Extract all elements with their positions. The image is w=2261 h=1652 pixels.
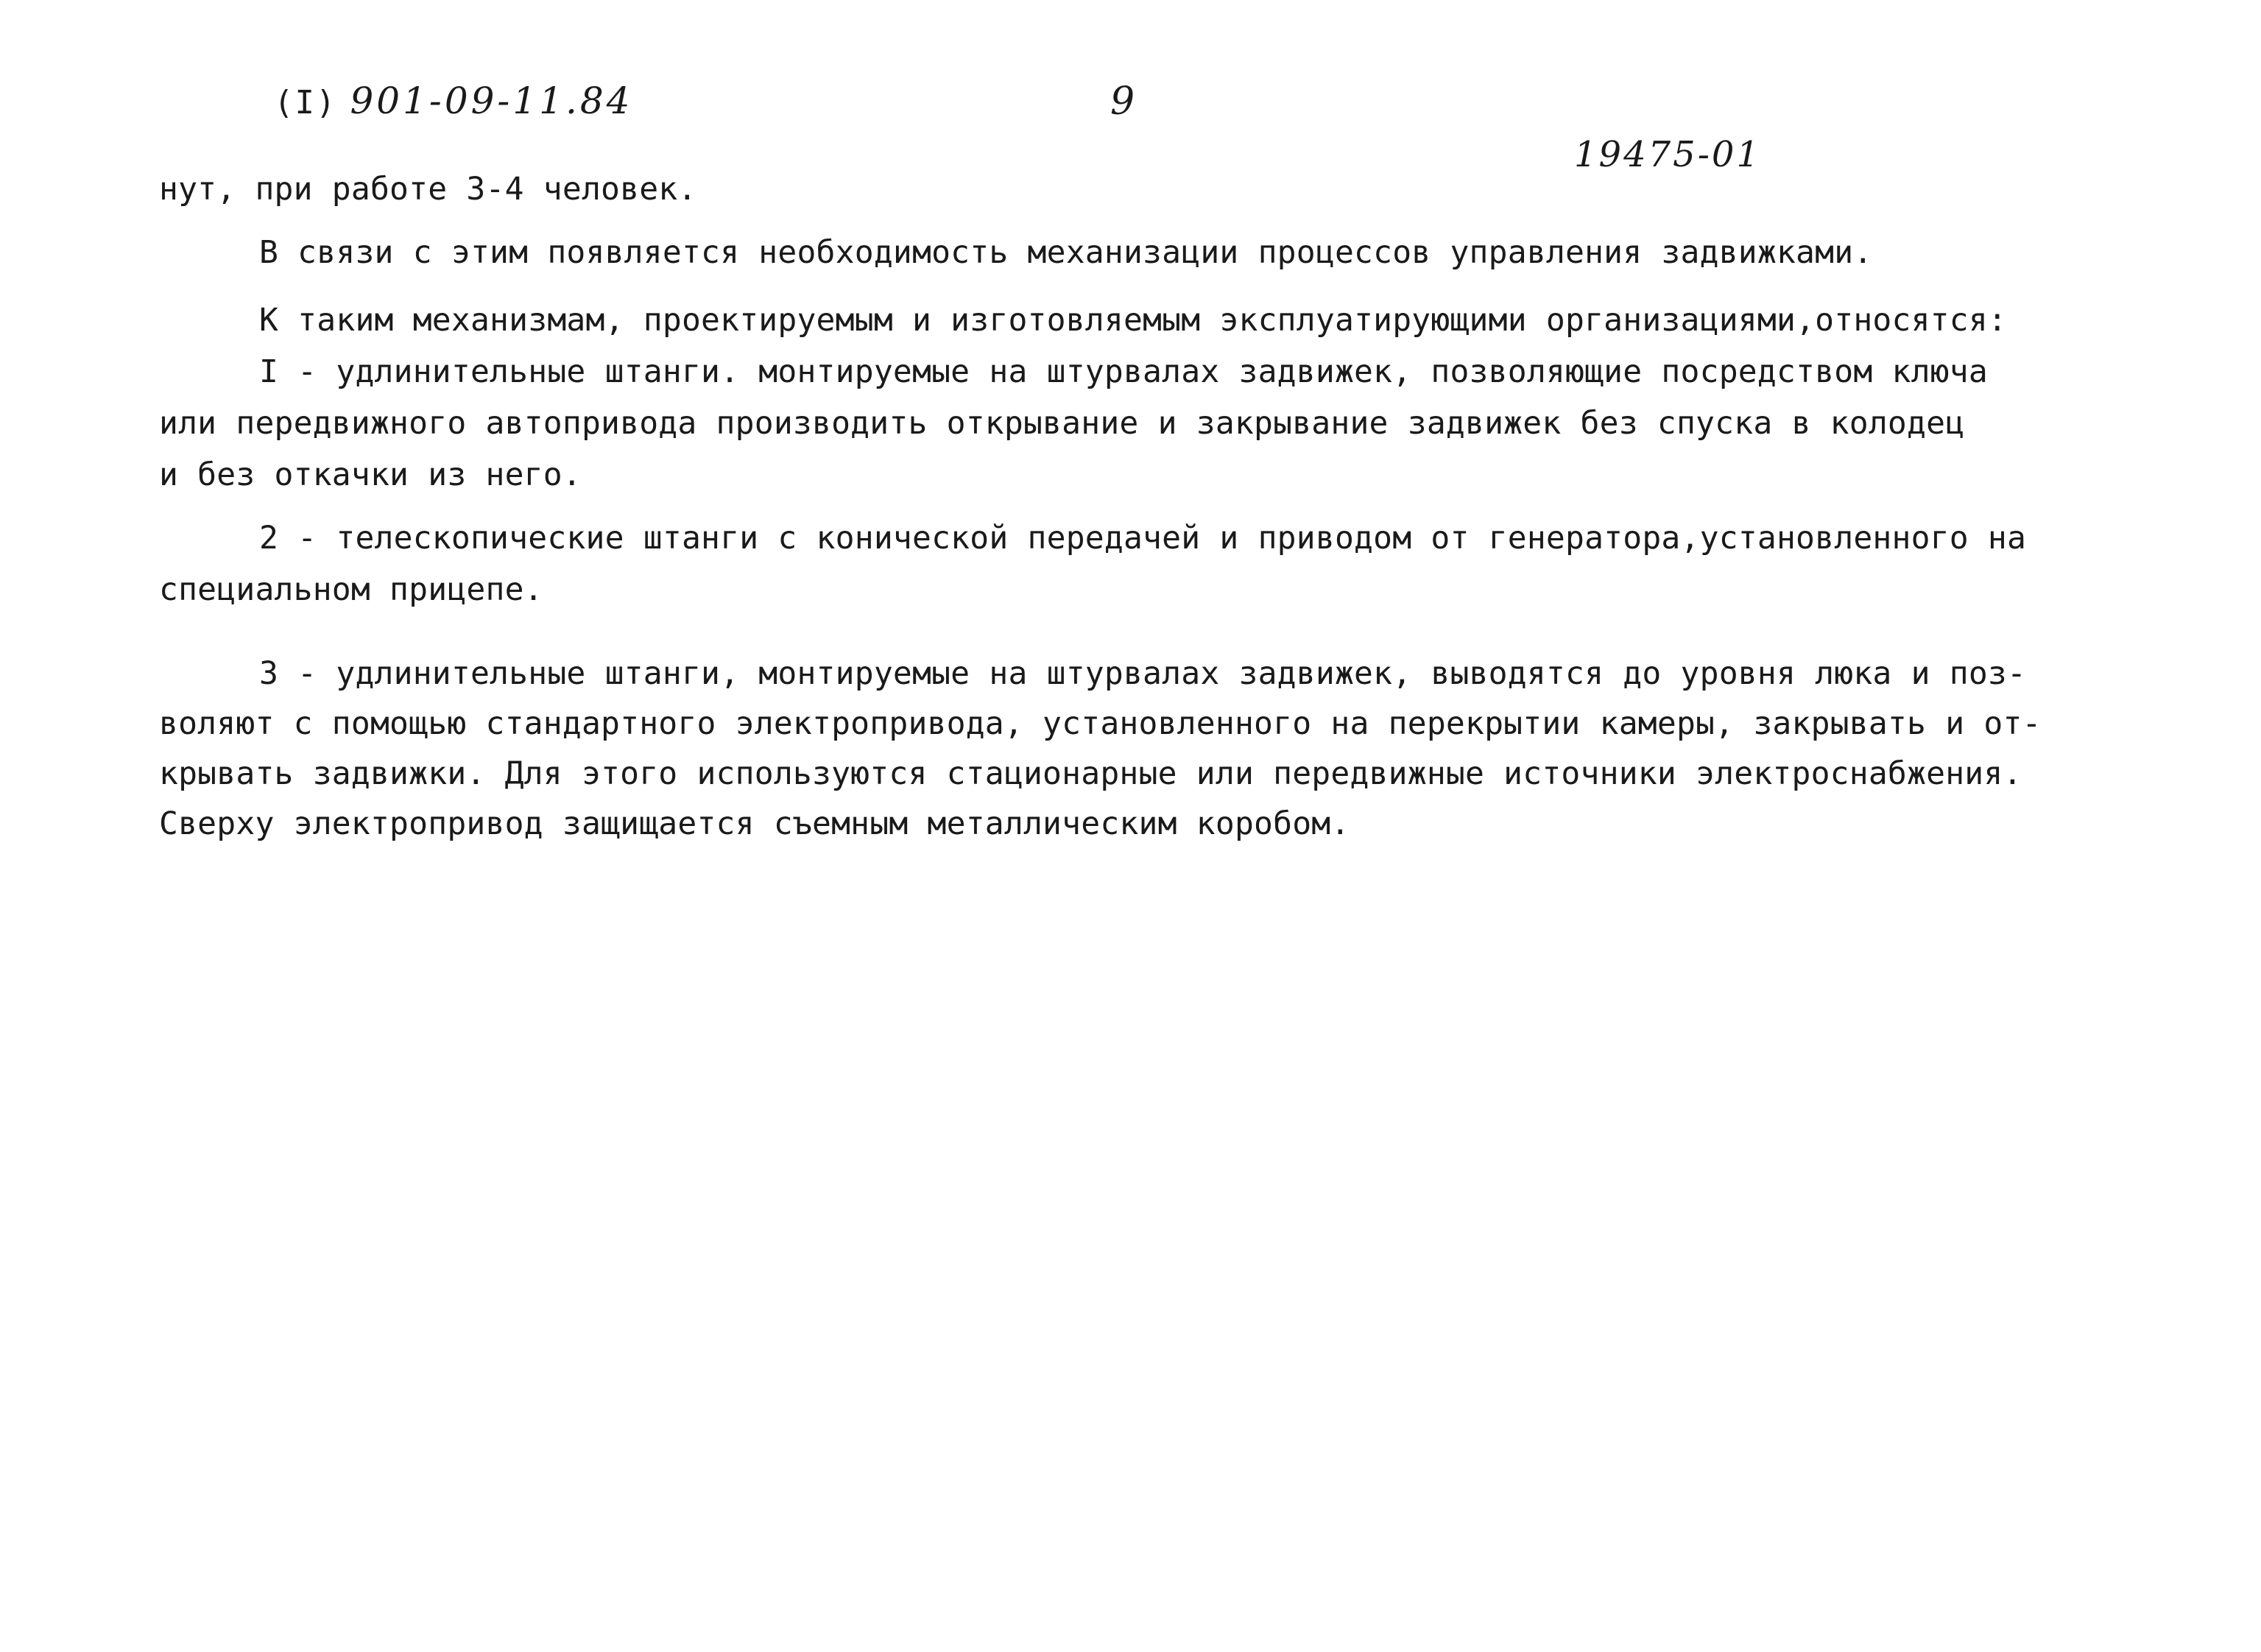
text-line: Сверху электропривод защищается съемным металлическим коробом. xyxy=(159,805,1350,842)
document-code-prefix: (I) xyxy=(274,84,337,121)
text-line: или передвижного автопривода производить открывание и закрывание задвижек без спуска в колодец xyxy=(159,405,1965,442)
text-line: 3 - удлинительные штанги, монтируемые на штурвалах задвижек, выводятся до уровня люка и поз- xyxy=(259,655,2027,692)
page-number: 9 xyxy=(1110,80,1135,124)
text-line: I - удлинительные штанги. монтируемые на штурвалах задвижек, позволяющие посредством ключа xyxy=(259,353,1988,390)
text-line: К таким механизмам, проектируемым и изготовляемым эксплуатирующими организациями,относятся: xyxy=(259,302,2008,339)
registration-number: 19475-01 xyxy=(1574,134,1761,175)
text-line: 2 - телескопические штанги с конической передачей и приводом от генератора,установленного на xyxy=(259,520,2027,557)
text-line: нут, при работе 3-4 человек. xyxy=(159,171,697,208)
text-line: воляют с помощью стандартного электропривода, установленного на перекрытии камеры, закрывать и от- xyxy=(159,705,2042,742)
document-code xyxy=(274,80,632,122)
text-line: В связи с этим появляется необходимость механизации процессов управления задвижками. xyxy=(259,234,1873,271)
text-line: и без откачки из него. xyxy=(159,456,582,493)
text-line: специальном прицепе. xyxy=(159,571,543,608)
text-line: крывать задвижки. Для этого используются стационарные или передвижные источники электроснабжения. xyxy=(159,755,2022,792)
document-code-handwritten: 901-09-11.84 xyxy=(350,80,633,122)
